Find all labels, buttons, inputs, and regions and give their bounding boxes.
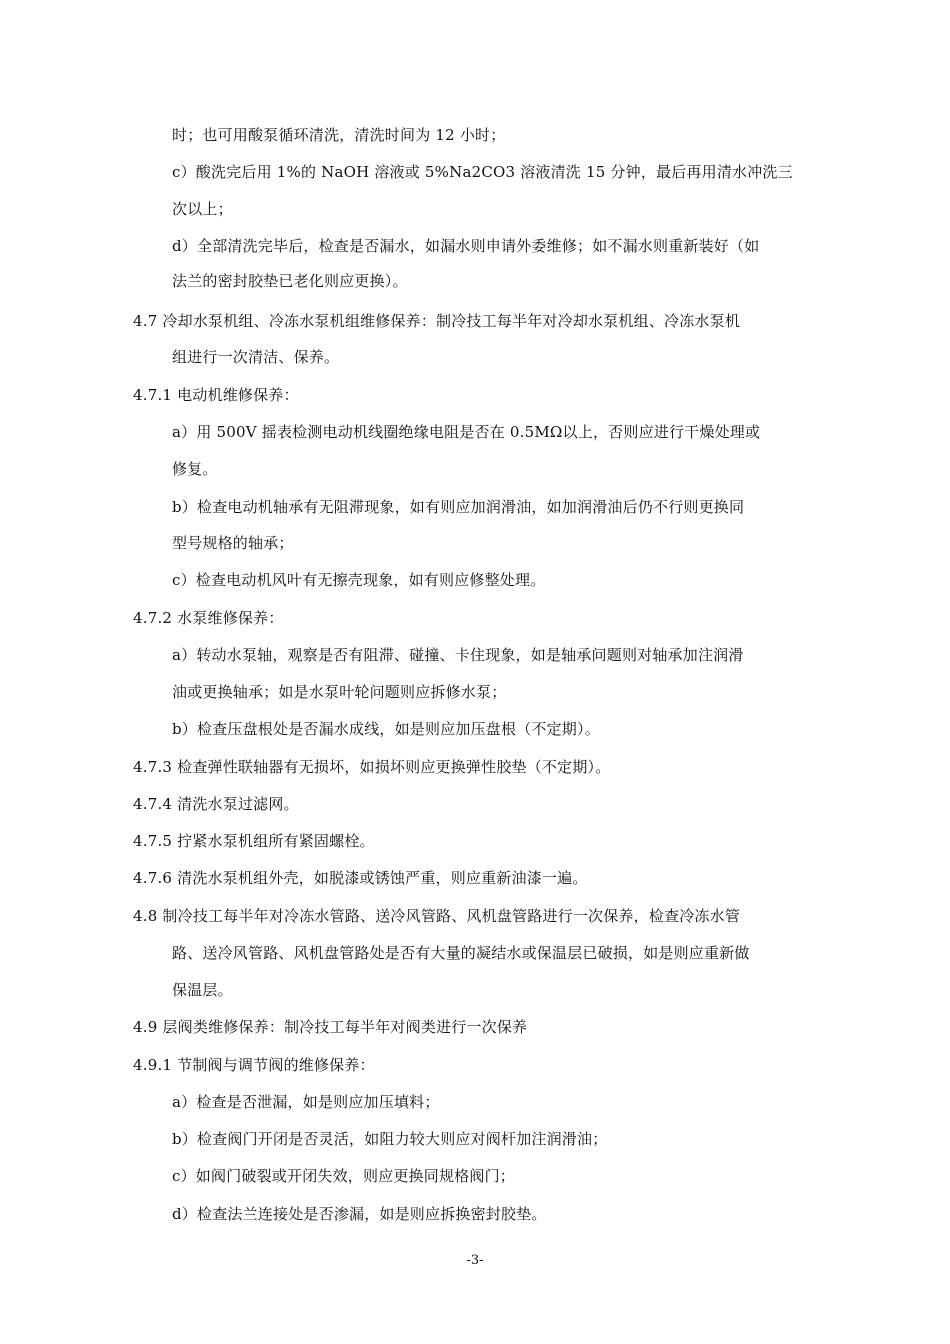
section-heading: 4.8 制冷技工每半年对冷冻水管路、送冷风管路、风机盘管路进行一次保养，检查冷冻水管 bbox=[133, 907, 741, 925]
text-line: b）检查压盘根处是否漏水成线，如是则应加压盘根（不定期）。 bbox=[172, 720, 600, 738]
subsection-heading: 4.7.5 拧紧水泵机组所有紧固螺栓。 bbox=[133, 832, 375, 850]
text-line: a）转动水泵轴，观察是否有阻滞、碰撞、卡住现象，如是轴承问题则对轴承加注润滑 bbox=[172, 646, 744, 664]
text-line: 油或更换轴承；如是水泵叶轮问题则应拆修水泵； bbox=[172, 683, 507, 701]
page-number: -3- bbox=[466, 1253, 484, 1268]
subsection-heading: 4.9.1 节制阀与调节阀的维修保养： bbox=[133, 1056, 375, 1074]
subsection-heading: 4.7.6 清洗水泵机组外壳，如脱漆或锈蚀严重，则应重新油漆一遍。 bbox=[133, 869, 588, 887]
text-line: c）酸洗完后用 1%的 NaOH 溶液或 5%Na2CO3 溶液清洗 15 分钟，最后再用清水冲洗三 bbox=[172, 163, 793, 181]
text-line: 组进行一次清洁、保养。 bbox=[172, 348, 340, 366]
subsection-heading: 4.7.4 清洗水泵过滤网。 bbox=[133, 795, 299, 813]
text-line: 时；也可用酸泵循环清洗，清洗时间为 12 小时； bbox=[172, 126, 506, 144]
text-line: 路、送冷风管路、风机盘管路处是否有大量的凝结水或保温层已破损，如是则应重新做 bbox=[172, 944, 750, 962]
text-line: c）检查电动机风叶有无擦壳现象，如有则应修整处理。 bbox=[172, 571, 546, 589]
text-line: b）检查电动机轴承有无阻滞现象，如有则应加润滑油，如加润滑油后仍不行则更换同 bbox=[172, 498, 745, 516]
text-line: c）如阀门破裂或开闭失效，则应更换同规格阀门； bbox=[172, 1167, 516, 1185]
text-line: b）检查阀门开闭是否灵活，如阻力较大则应对阀杆加注润滑油； bbox=[172, 1130, 608, 1148]
text-line: 法兰的密封胶垫已老化则应更换）。 bbox=[172, 272, 408, 290]
subsection-heading: 4.7.1 电动机维修保养： bbox=[133, 386, 299, 404]
text-line: a）检查是否泄漏，如是则应加压填料； bbox=[172, 1093, 440, 1111]
text-line: d）全部清洗完毕后，检查是否漏水，如漏水则申请外委维修；如不漏水则重新装好（如 bbox=[172, 237, 760, 255]
text-line: d）检查法兰连接处是否渗漏，如是则应拆换密封胶垫。 bbox=[172, 1205, 547, 1223]
subsection-heading: 4.7.3 检查弹性联轴器有无损坏，如损坏则应更换弹性胶垫（不定期）。 bbox=[133, 758, 611, 776]
text-line: 保温层。 bbox=[172, 981, 233, 999]
text-line: 型号规格的轴承； bbox=[172, 534, 294, 552]
text-line: a）用 500V 摇表检测电动机线圈绝缘电阻是否在 0.5MΩ以上，否则应进行干燥处理或 bbox=[172, 423, 761, 441]
subsection-heading: 4.7.2 水泵维修保养： bbox=[133, 609, 284, 627]
text-line: 修复。 bbox=[172, 460, 218, 478]
text-line: 次以上； bbox=[172, 200, 233, 218]
section-heading: 4.9 层阀类维修保养：制冷技工每半年对阀类进行一次保养 bbox=[133, 1018, 528, 1036]
section-heading: 4.7 冷却水泵机组、冷冻水泵机组维修保养：制冷技工每半年对冷却水泵机组、冷冻水泵机 bbox=[133, 312, 741, 330]
